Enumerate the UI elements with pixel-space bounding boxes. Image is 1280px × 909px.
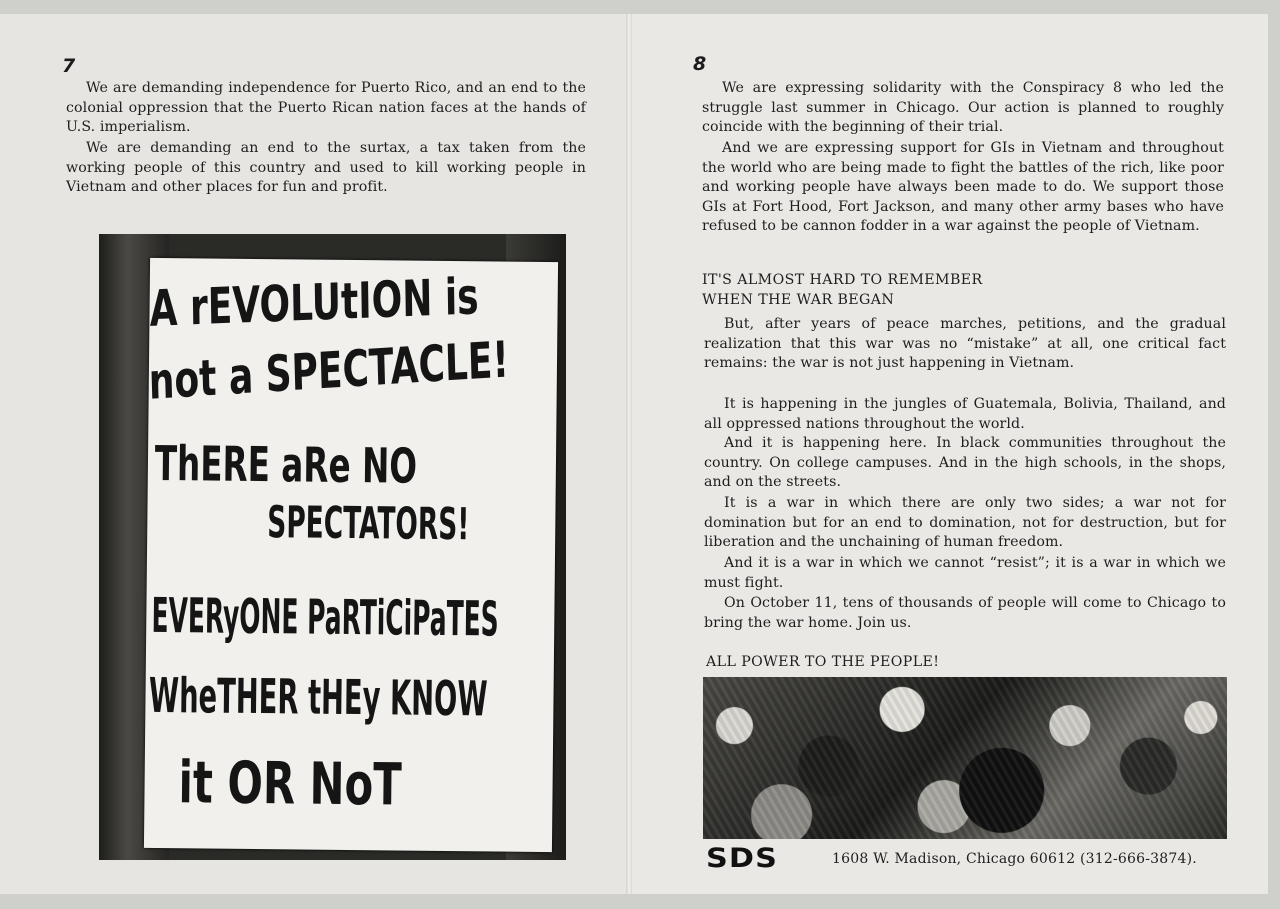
spine: [626, 14, 632, 894]
poster-line: EVERyONE PaRTiCiPaTES: [151, 587, 499, 648]
section-heading-line-1: IT'S ALMOST HARD TO REMEMBER: [702, 272, 983, 288]
sds-logo: SDS: [706, 843, 779, 874]
paragraph-jungles: It is happening in the jungles of Guatemala, Bolivia, Thailand, and all oppressed nations throughout the world.: [704, 396, 1226, 432]
paragraph-conspiracy-8: We are expressing solidarity with the Conspiracy 8 who led the struggle last summer in Chicago. Our action is planned to roughly coincide with the beginning of their trial.: [702, 80, 1224, 136]
paragraph-happening-here: And it is happening here. In black communities throughout the country. On college campuses. And in the high schools, in the shops, and on the streets.: [704, 435, 1226, 491]
paragraph-critical-fact: But, after years of peace marches, petitions, and the gradual realization that this war was no “mistake” at all, one critical fact remains: the war is not just happening in Vietnam.: [704, 316, 1226, 372]
slogan: ALL POWER TO THE PEOPLE!: [706, 654, 940, 670]
paragraph-october-11: On October 11, tens of thousands of people will come to Chicago to bring the war home. Join us.: [704, 595, 1226, 631]
paragraph-must-fight: And it is a war in which we cannot “resist”; it is a war in which we must fight.: [704, 555, 1226, 591]
poster-line: ThERE aRe NO: [154, 435, 418, 495]
paragraph-puerto-rico: We are demanding independence for Puerto Rico, and an end to the colonial oppression that the Puerto Rican nation faces at the hands of U.S. imperialism.: [66, 80, 586, 136]
poster-line: SPECTATORS!: [267, 497, 470, 551]
address: 1608 W. Madison, Chicago 60612 (312-666-3874).: [832, 851, 1197, 867]
poster-sheet: [144, 258, 558, 852]
paragraph-two-sides: It is a war in which there are only two sides; a war not for domination but for an end to domination, not for destruction, but for liberation and the unchaining of human freedom.: [704, 495, 1226, 551]
paragraph-surtax: We are demanding an end to the surtax, a tax taken from the working people of this country and used to kill working people in Vietnam and other places for fun and profit.: [66, 140, 586, 196]
paragraph-support-gis: And we are expressing support for GIs in Vietnam and throughout the world who are being made to fight the battles of the rich, like poor and working people have always been made to do. We support those GIs at Fort Hood, Fort Jackson, and many other army bases who have refused to be cannon fodder in a war against the people of Vietnam.: [702, 140, 1224, 235]
poster-line: not a SPECTACLE!: [148, 330, 510, 411]
poster-line: it OR NoT: [178, 748, 403, 819]
page-number-left: 7: [62, 55, 76, 77]
poster-line: WheTHER tHEy KNOW: [148, 667, 488, 728]
crowd-photo: [703, 677, 1227, 839]
page-number-right: 8: [693, 53, 707, 75]
section-heading-line-2: WHEN THE WAR BEGAN: [702, 292, 895, 308]
photo-grain: [703, 677, 1227, 839]
poster-line: A rEVOLUtION is: [149, 267, 480, 338]
poster-photo: [99, 234, 566, 860]
